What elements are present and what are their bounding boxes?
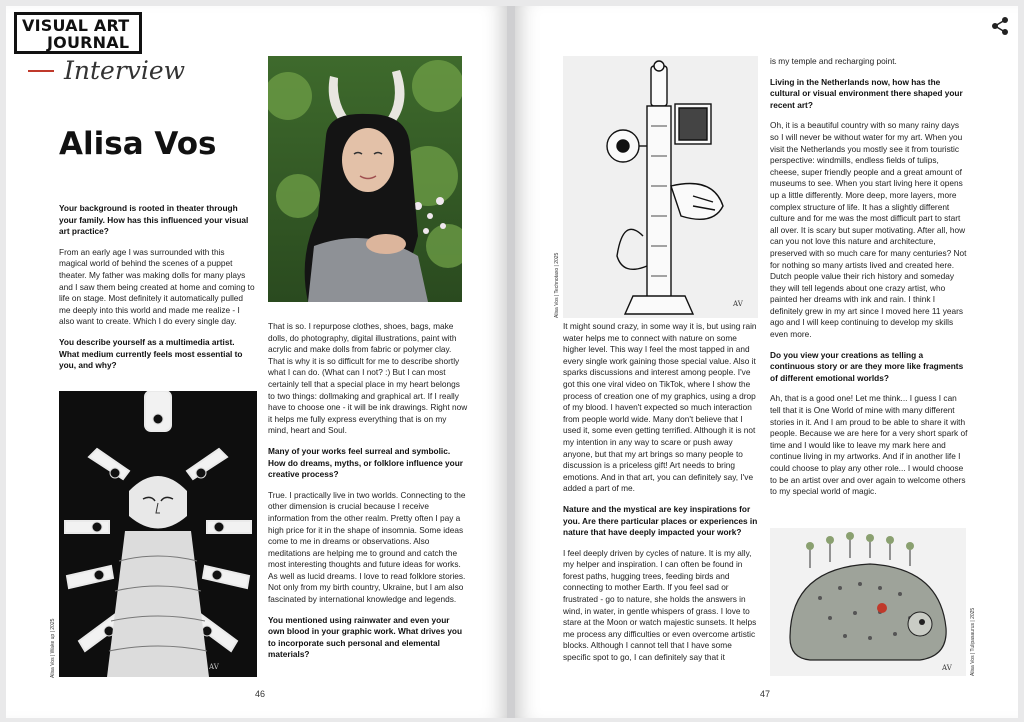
left-column-1 — [59, 203, 255, 381]
svg-text:AV: AV — [209, 663, 219, 671]
artist-portrait-illustration — [268, 56, 462, 302]
interview-answer: Oh, it is a beautiful country with so many rainy days so I will never be without water for my art. When you visit the Netherlands you mostly see it from touristic perspective: windmills, endless fields of tulips, cheese, super friendly people and a great amount of museums to see. When you start living here it opens up a little differently. More deep, more layers, more complex structure of life. It has a slightly different culture and for me was the most difficult part to start all over. It is scary but super motivating. After all, how can you not love this nature and architecture, preserved with so much care for many centuries? Not for nothing so many artists lived and created here. Dutch people value their rich history and someday they will tell legends about one crazy artist, who painted her dreams with ink and rain. I think I definitely grew in my art since I moved here 11 years ago and I will keep continuing to develop my skills even more. — [770, 120, 967, 340]
logo-line-1: VISUAL ART — [22, 16, 130, 35]
artwork-wake-up-illustration — [59, 391, 257, 677]
logo-line-2: JOURNAL — [47, 33, 130, 52]
right-column-2 — [770, 56, 968, 507]
interview-question: Do you view your creations as telling a continuous story or are they more like fragments of different emotional worlds? — [770, 349, 964, 383]
left-column-2 — [268, 321, 468, 670]
artist-name: Alisa Vos — [59, 126, 217, 162]
interview-answer: True. I practically live in two worlds. Connecting to the other dimension is crucial because I receive information from the other realm. Pretty often I pay a high price for it in the shape of insomnia. Some ideas come to me in dreams or observations. Also meditations are helping me to ground and catch the most interesting thoughts and future ideas for works. As well as lucid dreams. I love to read folklore stories. Not only from my birth country, Ukraine, but I am also fascinated by international knowledge and legends. — [268, 489, 466, 605]
artwork-technotaxo-illustration — [563, 56, 758, 318]
interview-answer: That is so. I repurpose clothes, shoes, bags, make dolls, do photography, digital illustrations, paint with acrylic and make dolls from fabric or polymer clay. That is why it is so difficult for me to describe shortly what I can do. (What can I not? :) But I can most certainly tell that a special place in my heart belongs to two things: dollmaking and graphical art. If I really have to choose one - it will be ink drawings. Right now it helps me fully express everything that is on my mind, heart and Soul. — [268, 321, 468, 436]
interview-question: You mentioned using rainwater and even your own blood in your graphic work. What drives you to incorporate such personal and elemental materials? — [268, 614, 463, 660]
share-button[interactable] — [990, 16, 1010, 36]
interview-answer: From an early age I was surrounded with this magical world of behind the scenes of a puppet theater. My father was making dolls for many plays and I saw them being created at home and coming to life on stage. Most definitely it automatically pulled me deeply into this world and made me realize - I also want to create. Which I do every single day. — [59, 246, 255, 327]
interview-question: Living in the Netherlands now, how has the cultural or visual environment there shaped your recent art? — [770, 76, 963, 110]
right-column-1 — [563, 321, 759, 673]
interview-answer: Ah, that is a good one! Let me think... I guess I can tell that it is One World of mine with many different stories in it. And I am proud to be able to share it with people. Because we are here for a very short spark of time and I would like to leave my mark here and continue living in my artworks. And if in another life I could choose to play any other role... I would choose to be an artist over and over again to welcome others to my special world of magic. — [770, 393, 968, 497]
artwork-caption-technotaxo: Alisa Vos | Technotaxo | 2025 — [554, 252, 560, 318]
interview-question: Nature and the mystical are key inspirations for you. Are there particular places or experiences in nature that have deeply impacted your work? — [563, 503, 758, 538]
magazine-logo — [14, 12, 142, 54]
interview-question: You describe yourself as a multimedia artist. What medium currently feels most essential to you, and why? — [59, 336, 243, 371]
artwork-tulipasaurus-illustration — [770, 528, 966, 676]
section-title: Interview — [64, 56, 186, 85]
section-header — [28, 56, 185, 85]
interview-answer: is my temple and recharging point. — [770, 56, 897, 66]
artwork-wake-up — [59, 391, 257, 677]
artwork-caption-wake-up: Alisa Vos | Wake up | 2025 — [50, 618, 56, 678]
interview-answer: It might sound crazy, in some way it is, but using rain water helps me to connect with nature on some higher level. This way I feel the most tapped in and every single work gaining those special value. Also it sparks discussions and interest among people. I've got this one viral video on TikTok, where I show the process of creation one of my graphics, using a drop of my blood. I haven't expected so much interaction from people world wide. Many don't believe that I used it, some even getting terrified. Although it is not my intention in any way to scare or push away anyone, but that my art brings so many people to discussion is a priceless gift! Art needs to bring emotions. And in that art, you can definitely say, I've added a part of me. — [563, 321, 757, 494]
interview-question: Your background is rooted in theater through your family. How has this influenced your visual art practice? — [59, 203, 249, 237]
page-number-right: 47 — [760, 689, 771, 699]
artwork-technotaxo — [563, 56, 758, 318]
book-spine — [507, 6, 515, 718]
share-icon — [990, 16, 1010, 36]
left-page — [6, 6, 507, 718]
section-accent-bar — [28, 70, 54, 72]
page-number-left: 46 — [255, 689, 266, 699]
artwork-caption-tulipasaurus: Alisa Vos | Tulipasaurus | 2025 — [970, 607, 976, 676]
artwork-tulipasaurus — [770, 528, 966, 676]
right-page — [515, 6, 1018, 718]
svg-text:AV: AV — [942, 664, 952, 672]
interview-question: Many of your works feel surreal and symbolic. How do dreams, myths, or folklore influence your creative process? — [268, 445, 464, 480]
svg-text:AV: AV — [733, 300, 743, 308]
artist-portrait-photo — [268, 56, 462, 302]
interview-answer: I feel deeply driven by cycles of nature. It is my ally, my helper and inspiration. I can often be found in forest paths, hugging trees, feeding birds and connecting to mother Earth. If you feel sad or frustrated - go to nature, she holds the answers in wind, in water, in gentle whispers of grass. I love to stare at the Moon or watch majestic sunsets. It helps me process any difficulties or even overcome artistic blocks. Although I cannot tell that I have some specific spot to go, I can definitely say that it — [563, 547, 757, 663]
